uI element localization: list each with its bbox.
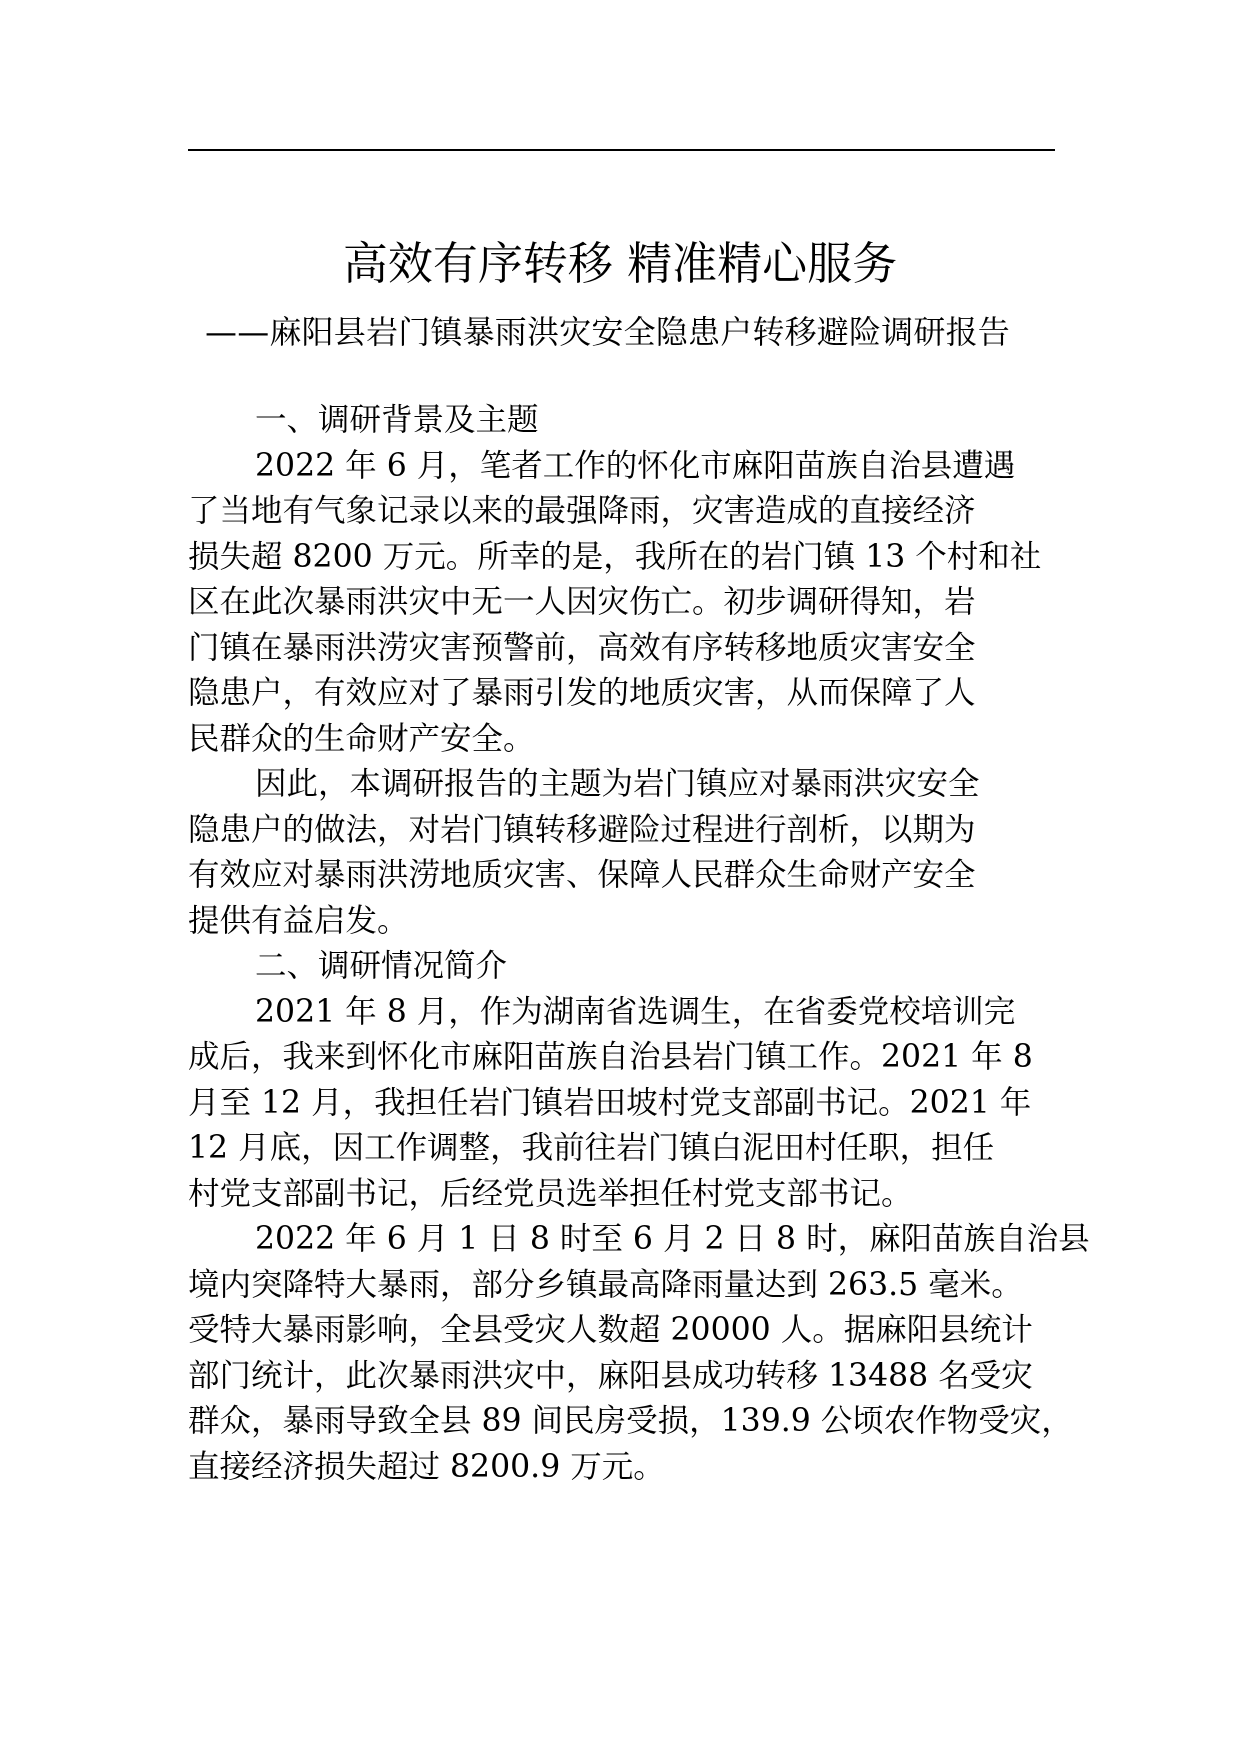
body-line: 境内突降特大暴雨，部分乡镇最高降雨量达到 263.5 毫米。 [188,1266,1023,1303]
body-line: 2022 年 6 月，笔者工作的怀化市麻阳苗族自治县遭遇 [255,447,1016,484]
body-line: 直接经济损失超过 8200.9 万元。 [188,1448,665,1485]
section-heading-1: 一、调研背景及主题 [255,402,539,438]
body-line: 区在此次暴雨洪灾中无一人因灾伤亡。初步调研得知，岩 [188,584,976,620]
body-line: 12 月底，因工作调整，我前往岩门镇白泥田村任职，担任 [188,1130,995,1166]
header-rule [188,149,1055,151]
section-heading-2: 二、调研情况简介 [255,948,508,984]
body-line: 因此，本调研报告的主题为岩门镇应对暴雨洪灾安全 [255,766,980,802]
body-line: 隐患户的做法，对岩门镇转移避险过程进行剖析，以期为 [188,811,976,848]
body-line: 月至 12 月，我担任岩门镇岩田坡村党支部副书记。2021 年 [188,1084,1032,1121]
report-body [188,398,1088,1490]
page-title: 高效有序转移 精准精心服务 [342,237,898,290]
body-line: 隐患户，有效应对了暴雨引发的地质灾害，从而保障了人 [188,675,976,711]
body-line: 群众，暴雨导致全县 89 间民房受损，139.9 公顷农作物受灾， [188,1403,1073,1439]
body-line: 民群众的生命财产安全。 [188,720,535,757]
body-line: 损失超 8200 万元。所幸的是，我所在的岩门镇 13 个村和社 [188,538,1042,575]
body-line: 门镇在暴雨洪涝灾害预警前，高效有序转移地质灾害安全 [188,629,976,666]
body-line: 成后，我来到怀化市麻阳苗族自治县岩门镇工作。2021 年 8 [188,1039,1033,1075]
body-line: 部门统计，此次暴雨洪灾中，麻阳县成功转移 13488 名受灾 [188,1357,1033,1394]
body-line: 村党支部副书记，后经党员选举担任村党支部书记。 [188,1175,913,1212]
body-line: 了当地有气象记录以来的最强降雨，灾害造成的直接经济 [188,493,976,529]
body-line: 提供有益启发。 [188,902,409,939]
body-line: 有效应对暴雨洪涝地质灾害、保障人民群众生命财产安全 [188,857,976,893]
page-subtitle: ——麻阳县岩门镇暴雨洪灾安全隐患户转移避险调研报告 [205,313,1011,351]
body-line: 2021 年 8 月，作为湖南省选调生，在省委党校培训完 [255,993,1016,1030]
body-line: 受特大暴雨影响，全县受灾人数超 20000 人。据麻阳县统计 [188,1312,1033,1348]
body-line: 2022 年 6 月 1 日 8 时至 6 月 2 日 8 时，麻阳苗族自治县 [255,1221,1090,1257]
